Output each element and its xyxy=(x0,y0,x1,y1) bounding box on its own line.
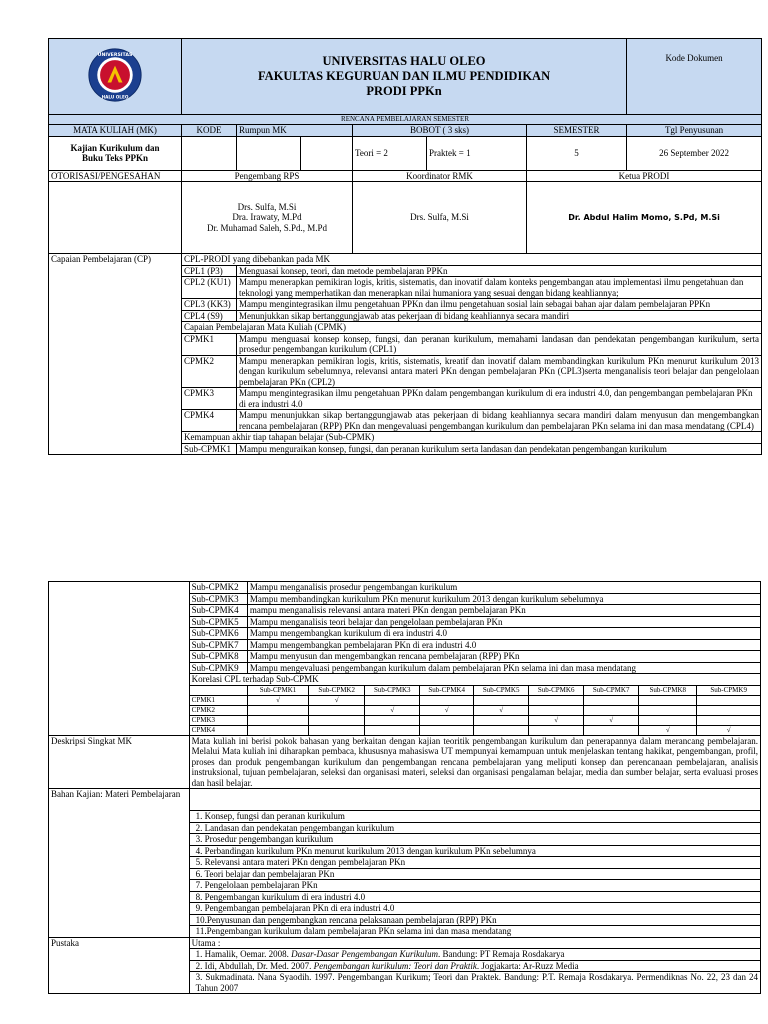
description-text: Mata kuliah ini berisi pokok bahasan yang berkaitan dengan kajian teoritik pengembangan kurikulum dan penerapannya dalam merancang pembelajaran. Melalui Mata kuliah ini diharapkan pembaca, khususnya mahasiswa UT mempunyai kemampuan untuk menjelaskan tentang hakikat, pengembangan, profil, proses dan produk pengembangan kurikulum dan pengembangan rencana pembelajaran yang meliputi konsep dan perencanaan pembelajaran, analisis instruksional, tujuan pembelajaran, seleksi dan organisasi materi, seleksi dan organisasi pengalaman belajar, media dan sumber belajar, serta evaluasi proses dan hasil belajar. xyxy=(189,735,760,789)
correlation-col: Sub-CPMK7 xyxy=(584,685,639,695)
cpmk-text: Mampu menerapkan pemikiran logis, kritis, sistematis, kreatif dan inovatif dalam membandingkan kurikulum PKn menurut kurikulum 2013 dengan kurikulum sebelumnya, relevansi antara materi PKn dengan pembelajaran PKn (CPL3)serta menganalisis teori belajar dan pengelolaan pembelajaran PKn (CPL2) xyxy=(237,355,762,388)
logo-cell xyxy=(49,39,182,115)
subcpmk-heading: Kemampuan akhir tiap tahapan belajar (Sub-CPMK) xyxy=(182,432,762,444)
cpl-code: CPL1 (P3) xyxy=(182,265,237,277)
ketua-label: Ketua PRODI xyxy=(527,170,762,182)
material-item: 1. Konsep, fungsi dan peranan kurikulum xyxy=(189,811,760,823)
materials-blank xyxy=(189,789,760,811)
program-name: PRODI PPKn xyxy=(366,84,442,98)
correlation-row: CPMK1 √ √ xyxy=(49,695,761,705)
cpmk-heading: Capaian Pembelajaran Mata Kuliah (CPMK) xyxy=(182,322,762,334)
col-mata-kuliah: MATA KULIAH (MK) xyxy=(49,125,182,137)
subcpmk-text: Mampu membandingkan kurikulum PKn menurut kurikulum 2013 dengan kurikulum sebelumnya xyxy=(247,593,760,605)
university-name: UNIVERSITAS HALU OLEO xyxy=(322,54,486,68)
material-item: 7. Pengelolaan pembelajaran PKn xyxy=(189,880,760,892)
correlation-col: Sub-CPMK8 xyxy=(639,685,697,695)
cpl-code: CPL2 (KU1) xyxy=(182,277,237,299)
cpmk-code: CPMK3 xyxy=(182,388,237,410)
reference-item: 1. Hamalik, Oemar. 2008. Dasar-Dasar Pengembangan Kurikulum. Bandung: PT Remaja Rosdakarya xyxy=(189,949,760,961)
material-item: 4. Perbandingan kurikulum PKn menurut kurikulum 2013 dengan kurikulum PKn sebelumnya xyxy=(189,845,760,857)
koordinator-name: Drs. Sulfa, M.Si xyxy=(353,182,527,254)
correlation-col: Sub-CPMK6 xyxy=(529,685,584,695)
cpmk-text: Mampu mengintegrasikan ilmu pengetahuan PPKn dalam pengembangan kurikulum di era industri 4.0, dan pengembangan pembelajaran PKn di era industri 4.0 xyxy=(237,388,762,410)
cpl-text: Menguasai konsep, teori, dan metode pembelajaran PPKn xyxy=(237,265,762,277)
koordinator-label: Koordinator RMK xyxy=(353,170,527,182)
subcpmk-code: Sub-CPMK5 xyxy=(189,616,247,628)
material-item: 5. Relevansi antara materi PKn dengan pembelajaran PKn xyxy=(189,857,760,869)
cpl-code: CPL3 (KK3) xyxy=(182,299,237,311)
pengembang-names: Drs. Sulfa, M.Si Dra. Irawaty, M.Pd Dr. Muhamad Saleh, S.Pd., M.Pd xyxy=(182,182,353,254)
subcpmk-code: Sub-CPMK4 xyxy=(189,605,247,617)
cpl-text: Mampu mengintegrasikan ilmu pengetahuan PPKn dan ilmu pengetahuan sosial lain sebagai bahan ajar dalam pembelajaran PPKn xyxy=(237,299,762,311)
materials-label: Bahan Kajian: Materi Pembelajaran xyxy=(49,789,190,938)
correlation-corner xyxy=(189,685,247,695)
cpl-code: CPL4 (S9) xyxy=(182,310,237,322)
rps-table-page-1 xyxy=(48,38,762,455)
reference-item: 2. Idi, Abdullah, Dr. Med. 2007. Pengembangan kurikulum: Teori dan Praktik. Jogjakarta: Ar-Ruzz Media xyxy=(189,960,760,972)
correlation-col: Sub-CPMK3 xyxy=(365,685,420,695)
pengembang-label: Pengembang RPS xyxy=(182,170,353,182)
material-item: 2. Landasan dan pendekatan pengembangan kurikulum xyxy=(189,822,760,834)
col-semester: SEMESTER xyxy=(527,125,627,137)
cpl-text: Mampu menerapkan pemikiran logis, kritis, sistematis, dan inovatif dalam konteks pengembangan atau implementasi ilmu pengetahuan dan teknologi yang memperhatikan dan menerapkan nilai humaniora yang sesuai dengan bidang keahliannya; xyxy=(237,277,762,299)
cp-continued xyxy=(49,582,190,736)
authorization-blank xyxy=(49,182,182,254)
course-rumpun xyxy=(237,136,301,170)
subcpmk-code: Sub-CPMK2 xyxy=(189,582,247,594)
cpl-text: Menunjukkan sikap bertanggungjawab atas pekerjaan di bidang keahliannya secara mandiri xyxy=(237,310,762,322)
subcpmk-code: Sub-CPMK6 xyxy=(189,628,247,640)
university-logo-icon xyxy=(87,47,143,103)
course-semester: 5 xyxy=(527,136,627,170)
institution-title xyxy=(182,39,627,115)
references-utama: Utama : xyxy=(189,937,760,949)
cpmk-code: CPMK1 xyxy=(182,333,237,355)
cpmk-code: CPMK2 xyxy=(182,355,237,388)
subcpmk-code: Sub-CPMK8 xyxy=(189,651,247,663)
rps-label: RENCANA PEMBELAJARAN SEMESTER xyxy=(49,115,762,125)
course-rumpun-2 xyxy=(301,136,353,170)
cpmk-code: CPMK4 xyxy=(182,410,237,432)
material-item: 3. Prosedur pengembangan kurikulum xyxy=(189,834,760,846)
correlation-heading: Korelasi CPL terhadap Sub-CPMK xyxy=(189,674,760,686)
subcpmk-text: mampu menganalisis relevansi antara materi PKn dengan pembelajaran PKn xyxy=(247,605,760,617)
subcpmk-code: Sub-CPMK9 xyxy=(189,662,247,674)
col-kode: KODE xyxy=(182,125,237,137)
col-tgl: Tgl Penyusunan xyxy=(627,125,762,137)
authorization-label: OTORISASI/PENGESAHAN xyxy=(49,170,182,182)
correlation-col: Sub-CPMK5 xyxy=(474,685,529,695)
svg-text:HALU OLEO: HALU OLEO xyxy=(101,94,129,100)
material-item: 8. Pengembangan kurikulum di era industri 4.0 xyxy=(189,891,760,903)
material-item: 6. Teori belajar dan pembelajaran PKn xyxy=(189,868,760,880)
correlation-col: Sub-CPMK9 xyxy=(697,685,761,695)
correlation-col: Sub-CPMK1 xyxy=(247,685,308,695)
rps-table-page-2 xyxy=(48,581,761,994)
doc-code-label: Kode Dokumen xyxy=(627,39,762,115)
cpmk-text: Mampu menguasai konsep konsep, fungsi, dan peranan kurikulum, memahami landasan dan pendekatan pengembangan kurikulum, serta prosedur pengembangan kurikulum (CPL1) xyxy=(237,333,762,355)
reference-item: 3. Sukmadinata. Nana Syaodih. 1997. Pengembangan Kurikum; Teori dan Praktek. Bandung: P.T. Remaja Rosdakarya. Permendiknas No. 22, 23 dan 24 Tahun 2007 xyxy=(189,972,760,994)
subcpmk-code: Sub-CPMK1 xyxy=(182,443,237,455)
correlation-col: Sub-CPMK2 xyxy=(309,685,365,695)
col-bobot: BOBOT ( 3 sks) xyxy=(353,125,527,137)
subcpmk-code: Sub-CPMK7 xyxy=(189,639,247,651)
subcpmk-text: Mampu menyusun dan mengembangkan rencana pembelajaran (RPP) PKn xyxy=(247,651,760,663)
correlation-col: Sub-CPMK4 xyxy=(420,685,474,695)
svg-text:UNIVERSITAS: UNIVERSITAS xyxy=(97,53,133,59)
cpl-prodi-heading: CPL-PRODI yang dibebankan pada MK xyxy=(182,254,762,266)
course-teori: Teori = 2 xyxy=(353,136,427,170)
references-label: Pustaka xyxy=(49,937,190,994)
subcpmk-text: Mampu menganalisis teori belajar dan pengelolaan pembelajaran PKn xyxy=(247,616,760,628)
course-name: Kajian Kurikulum dan Buku Teks PPKn xyxy=(49,136,182,170)
subcpmk-code: Sub-CPMK3 xyxy=(189,593,247,605)
material-item: 11.Pengembangan kurikulum dalam pembelajaran PKn selama ini dan masa mendatang xyxy=(189,926,760,938)
course-praktek: Praktek = 1 xyxy=(427,136,527,170)
correlation-row: CPMK2 √ √ √ xyxy=(49,705,761,715)
subcpmk-text: Mampu mengembangkan kurikulum di era industri 4.0 xyxy=(247,628,760,640)
description-label: Deskripsi Singkat MK xyxy=(49,735,190,789)
subcpmk-text: Mampu menguraikan konsep, fungsi, dan peranan kurikulum serta landasan dan pendekatan pengembangan kurikulum xyxy=(237,443,762,455)
subcpmk-text: Mampu mengembangkan pembelajaran PKn di era industri 4.0 xyxy=(247,639,760,651)
course-date: 26 September 2022 xyxy=(627,136,762,170)
correlation-row: CPMK3 √ √ xyxy=(49,715,761,725)
faculty-name: FAKULTAS KEGURUAN DAN ILMU PENDIDIKAN xyxy=(257,69,551,83)
cp-label: Capaian Pembelajaran (CP) xyxy=(49,254,182,455)
correlation-row: CPMK4 √ √ xyxy=(49,725,761,735)
cpmk-text: Mampu menunjukkan sikap bertanggungjawab atas pekerjaan di bidang keahliannya secara mandiri dalam menyusun dan mengembangkan rencana pembelajaran (RPP) PKn dan mengevaluasi pengembangan kurikulum dan pembelajaran PKn selama ini dan masa mendatang (CPL4) xyxy=(237,410,762,432)
ketua-name: Dr. Abdul Halim Momo, S.Pd, M.Si xyxy=(527,182,762,254)
col-rumpun: Rumpun MK xyxy=(237,125,353,137)
subcpmk-text: Mampu mengevaluasi pengembangan kurikulum dalam pembelajaran PKn selama ini dan masa mendatang xyxy=(247,662,760,674)
material-item: 9. Pengembangan pembelajaran PKn di era industri 4.0 xyxy=(189,903,760,915)
material-item: 10.Penyusunan dan pengembangkan rencana pelaksanaan pembelajaran (RPP) PKn xyxy=(189,914,760,926)
course-code xyxy=(182,136,237,170)
subcpmk-text: Mampu menganalisis prosedur pengembangan kurikulum xyxy=(247,582,760,594)
